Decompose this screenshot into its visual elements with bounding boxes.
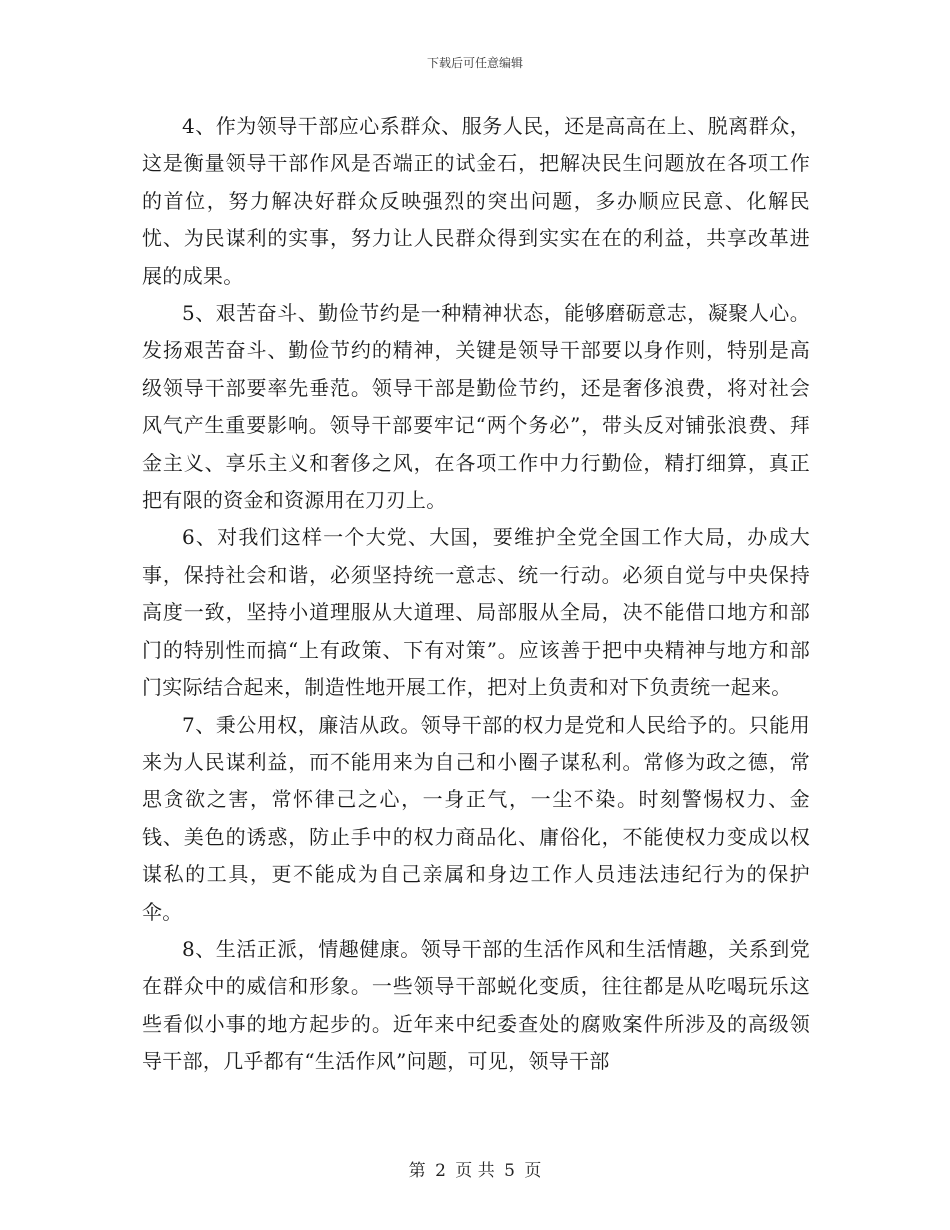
paragraph-7: 7、秉公用权，廉洁从政。领导干部的权力是党和人民给予的。只能用来为人民谋利益，而不能用来为自己和小圈子谋私利。常修为政之德，常思贪欲之害，常怀律己之心，一身正气，一尘不染。时刻警惕权力、金钱、美色的诱惑，防止手中的权力商品化、庸俗化，不能使权力变成以权谋私的工具，更不能成为自己亲属和身边工作人员违法违纪行为的保护伞。 — [142, 712, 810, 924]
paragraph-4: 4、作为领导干部应心系群众、服务人民，还是高高在上、脱离群众，这是衡量领导干部作风是否端正的试金石，把解决民生问题放在各项工作的首位，努力解决好群众反映强烈的突出问题，多办顺应民意、化解民忧、为民谋利的实事，努力让人民群众得到实实在在的利益，共享改革进展的成果。 — [142, 114, 810, 288]
footer-suffix: 页 — [524, 1161, 542, 1181]
footer-prefix: 第 — [408, 1161, 426, 1181]
paragraph-8: 8、生活正派，情趣健康。领导干部的生活作风和生活情趣，关系到党在群众中的威信和形象。一些领导干部蜕化变质，往往都是从吃喝玩乐这些看似小事的地方起步的。近年来中纪委查处的腐败案件所涉及的高级领导干部，几乎都有“生活作风”问题，可见，领导干部 — [142, 936, 810, 1074]
footer-total-pages: 5 — [504, 1161, 515, 1181]
paragraph-5: 5、艰苦奋斗、勤俭节约是一种精神状态，能够磨砺意志，凝聚人心。发扬艰苦奋斗、勤俭节约的精神，关键是领导干部要以身作则，特别是高级领导干部要率先垂范。领导干部是勤俭节约，还是奢侈浪费，将对社会风气产生重要影响。领导干部要牢记“两个务必”，带头反对铺张浪费、拜金主义、享乐主义和奢侈之风，在各项工作中力行勤俭，精打细算，真正把有限的资金和资源用在刀刃上。 — [142, 301, 810, 513]
page-header: 下载后可任意编辑 — [426, 56, 523, 70]
page-footer — [0, 1156, 950, 1181]
footer-current-page: 2 — [435, 1161, 446, 1181]
footer-middle: 页 共 — [455, 1161, 495, 1181]
document-body — [142, 108, 810, 1081]
paragraph-6: 6、对我们这样一个大党、大国，要维护全党全国工作大局，办成大事，保持社会和谐，必须坚持统一意志、统一行动。必须自觉与中央保持高度一致，坚持小道理服从大道理、局部服从全局，决不能借口地方和部门的特别性而搞“上有政策、下有对策”。应该善于把中央精神与地方和部门实际结合起来，制造性地开展工作，把对上负责和对下负责统一起来。 — [142, 525, 810, 700]
